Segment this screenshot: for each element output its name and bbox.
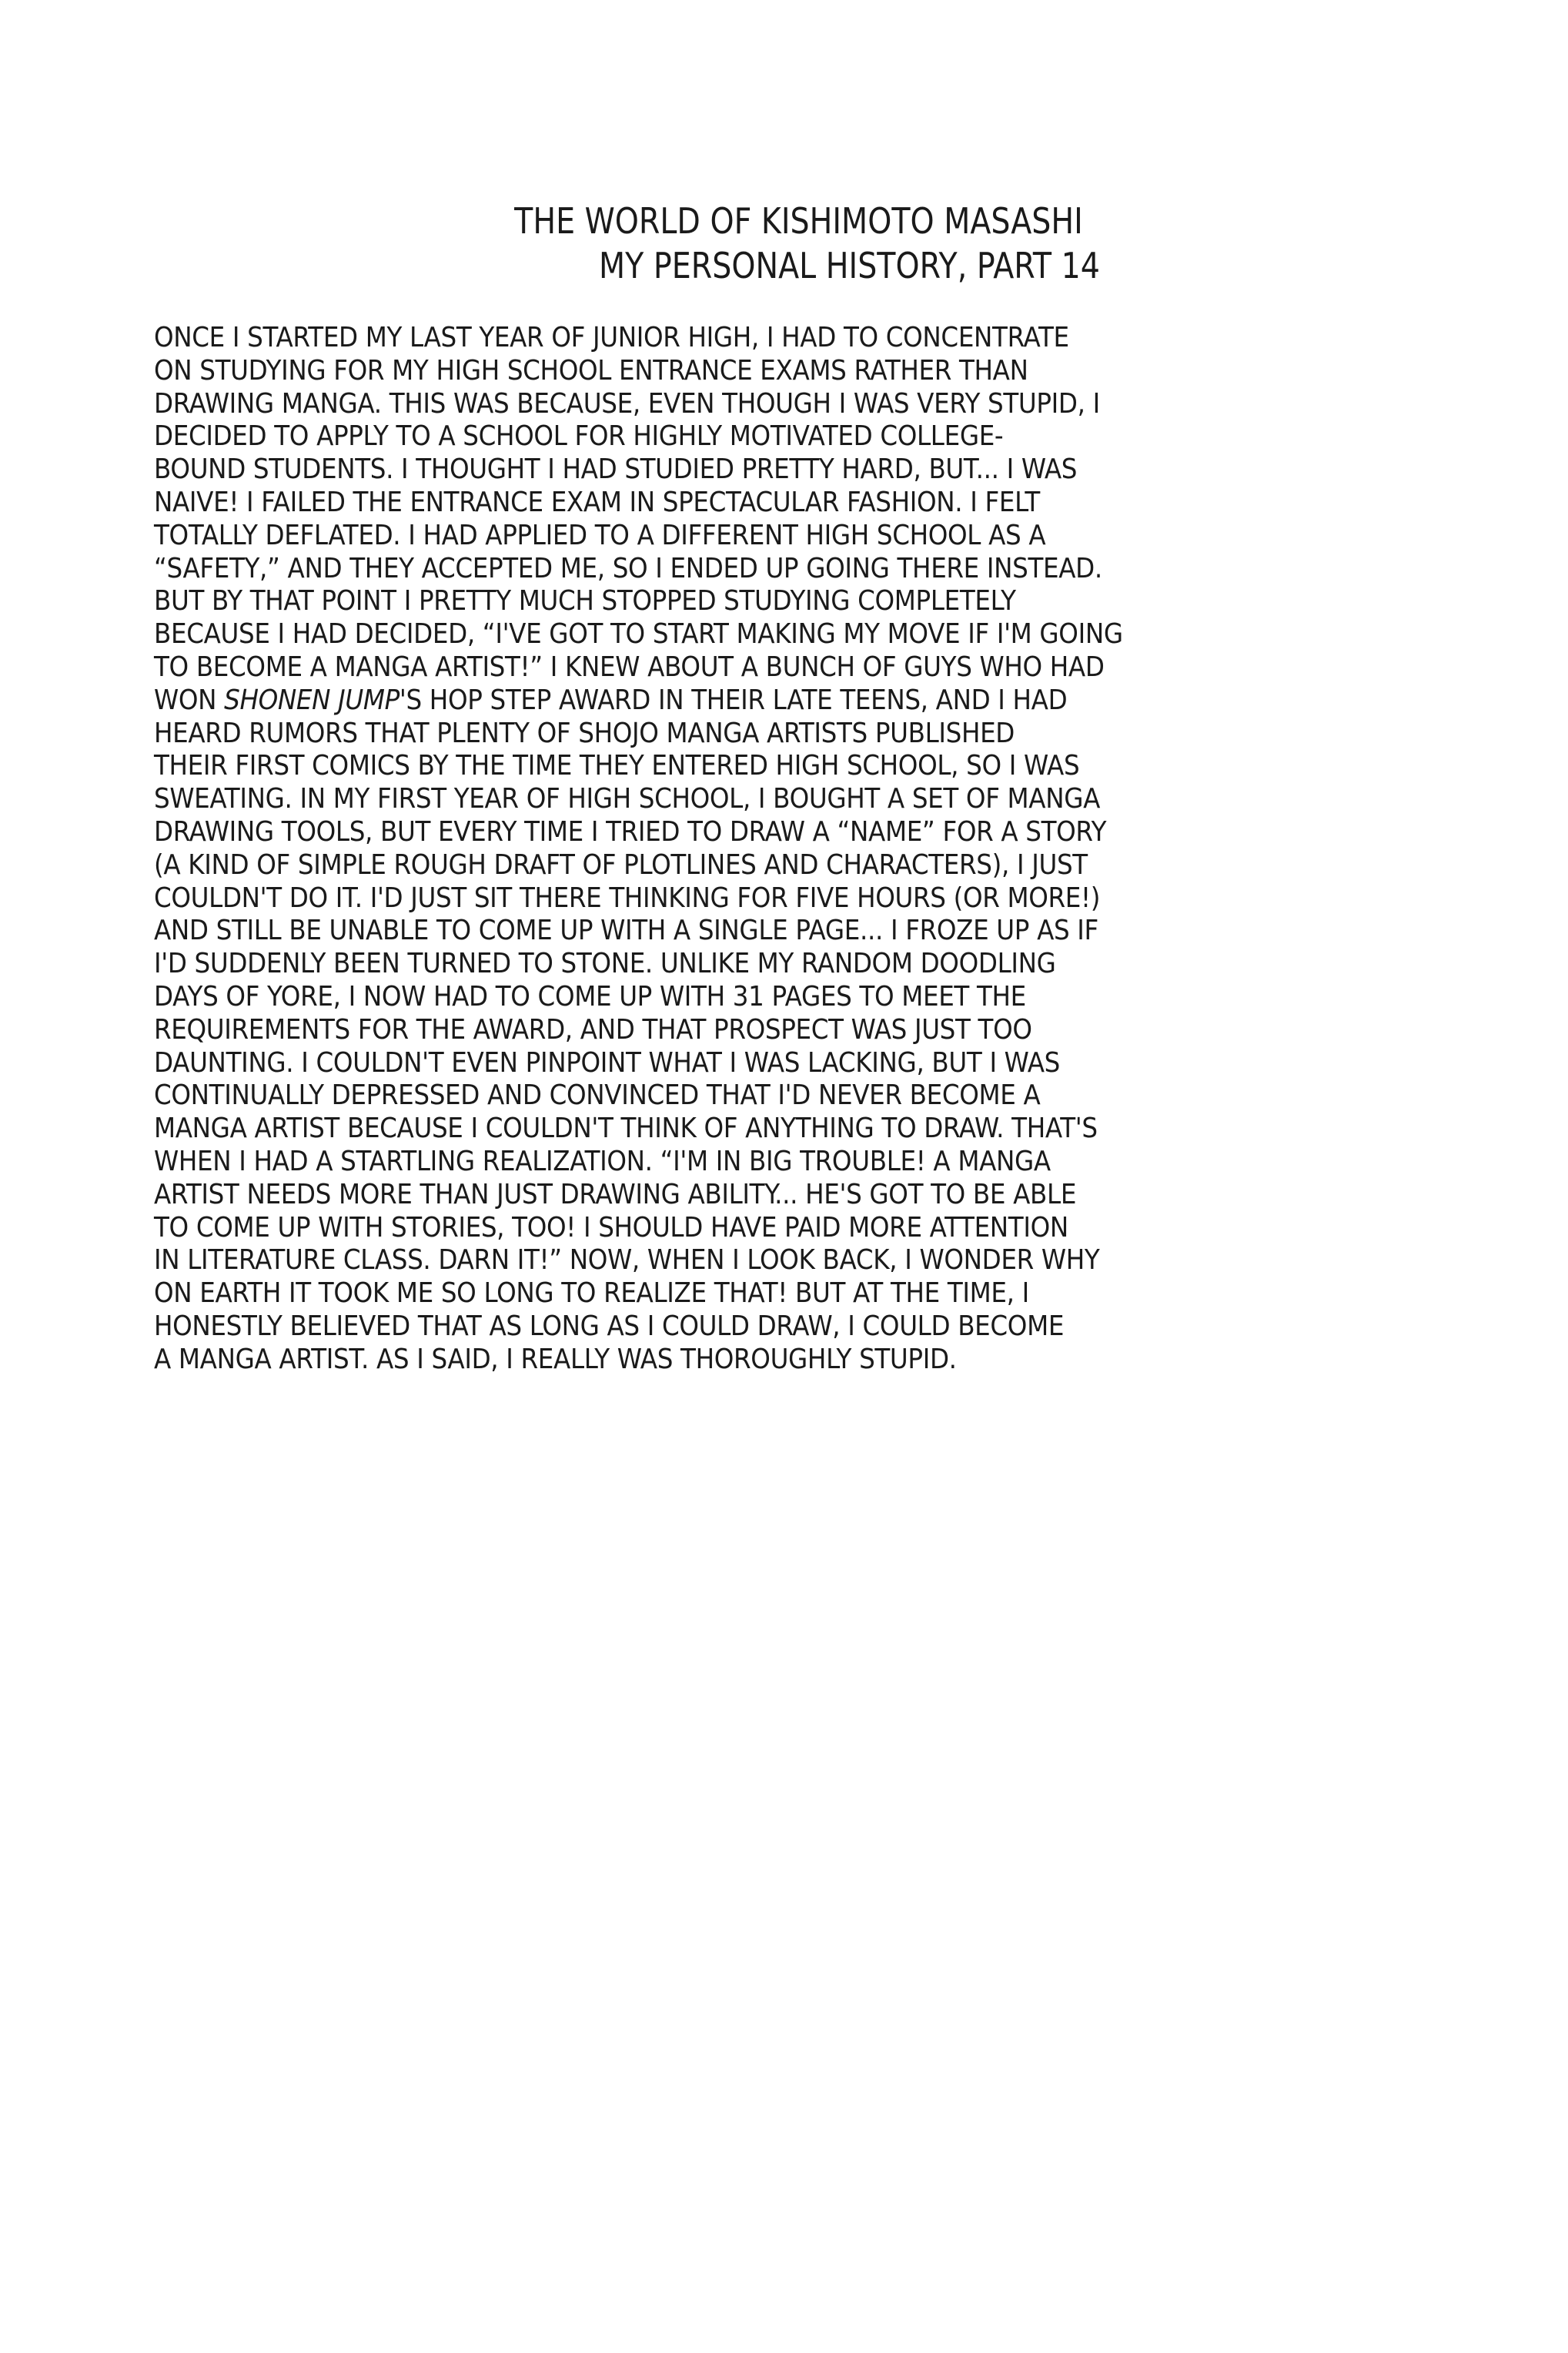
body-line: BUT BY THAT POINT I PRETTY MUCH STOPPED STUDYING COMPLETELY [154,585,1016,618]
magazine-title: SHONEN JUMP [224,684,400,716]
body-line [154,684,1310,718]
body-line: (A KIND OF SIMPLE ROUGH DRAFT OF PLOTLINES AND CHARACTERS), I JUST [154,848,1088,881]
body-line: HEARD RUMORS THAT PLENTY OF SHOJO MANGA ARTISTS PUBLISHED [154,717,1015,749]
body-line: AND STILL BE UNABLE TO COME UP WITH A SINGLE PAGE... I FROZE UP AS IF [154,915,1098,947]
body-line: BECAUSE I HAD DECIDED, “I'VE GOT TO START MAKING MY MOVE IF I'M GOING [154,618,1123,651]
body-line: ARTIST NEEDS MORE THAN JUST DRAWING ABILITY... HE'S GOT TO BE ABLE [154,1178,1077,1210]
title-line-1: THE WORLD OF KISHIMOTO MASASHI [514,200,1083,242]
body-line: REQUIREMENTS FOR THE AWARD, AND THAT PROSPECT WAS JUST TOO [154,1013,1032,1046]
body-line: SWEATING. IN MY FIRST YEAR OF HIGH SCHOOL, I BOUGHT A SET OF MANGA [154,783,1101,815]
body-line: CONTINUALLY DEPRESSED AND CONVINCED THAT I'D NEVER BECOME A [154,1079,1041,1112]
body-text [154,322,1432,1377]
body-line: TOTALLY DEFLATED. I HAD APPLIED TO A DIFFERENT HIGH SCHOOL AS A [154,519,1046,551]
body-line: WHEN I HAD A STARTLING REALIZATION. “I'M IN BIG TROUBLE! A MANGA [154,1145,1051,1177]
body-line-segment: WON [154,684,225,716]
body-line: I'D SUDDENLY BEEN TURNED TO STONE. UNLIKE MY RANDOM DOODLING [154,948,1056,980]
body-line: ONCE I STARTED MY LAST YEAR OF JUNIOR HIGH, I HAD TO CONCENTRATE [154,322,1069,353]
body-line: BOUND STUDENTS. I THOUGHT I HAD STUDIED PRETTY HARD, BUT... I WAS [154,454,1078,486]
body-line: HONESTLY BELIEVED THAT AS LONG AS I COULD DRAW, I COULD BECOME [154,1310,1065,1342]
body-line: DAUNTING. I COULDN'T EVEN PINPOINT WHAT I WAS LACKING, BUT I WAS [154,1046,1060,1079]
body-line: COULDN'T DO IT. I'D JUST SIT THERE THINKING FOR FIVE HOURS (OR MORE!) [154,882,1101,914]
body-line: MANGA ARTIST BECAUSE I COULDN'T THINK OF ANYTHING TO DRAW. THAT'S [154,1113,1098,1145]
body-line: IN LITERATURE CLASS. DARN IT!” NOW, WHEN I LOOK BACK, I WONDER WHY [154,1244,1100,1277]
body-line: “SAFETY,” AND THEY ACCEPTED ME, SO I ENDED UP GOING THERE INSTEAD. [154,552,1102,584]
body-line: DECIDED TO APPLY TO A SCHOOL FOR HIGHLY MOTIVATED COLLEGE- [154,420,1004,453]
body-line: NAIVE! I FAILED THE ENTRANCE EXAM IN SPECTACULAR FASHION. I FELT [154,486,1040,518]
body-line: THEIR FIRST COMICS BY THE TIME THEY ENTERED HIGH SCHOOL, SO I WAS [154,750,1080,782]
title-line-2: MY PERSONAL HISTORY, PART 14 [599,245,1100,286]
page-title [0,199,1568,288]
body-line: A MANGA ARTIST. AS I SAID, I REALLY WAS THOROUGHLY STUPID. [154,1343,957,1375]
body-line: DRAWING MANGA. THIS WAS BECAUSE, EVEN THOUGH I WAS VERY STUPID, I [154,387,1100,420]
body-line: TO BECOME A MANGA ARTIST!” I KNEW ABOUT A BUNCH OF GUYS WHO HAD [154,651,1105,683]
body-line: TO COME UP WITH STORIES, TOO! I SHOULD HAVE PAID MORE ATTENTION [154,1211,1068,1243]
body-line: DAYS OF YORE, I NOW HAD TO COME UP WITH 31 PAGES TO MEET THE [154,980,1026,1012]
body-line: ON EARTH IT TOOK ME SO LONG TO REALIZE THAT! BUT AT THE TIME, I [154,1277,1029,1310]
body-line: ON STUDYING FOR MY HIGH SCHOOL ENTRANCE EXAMS RATHER THAN [154,354,1028,387]
body-line-segment: 'S HOP STEP AWARD IN THEIR LATE TEENS, AND I HAD [399,684,1068,716]
body-line: DRAWING TOOLS, BUT EVERY TIME I TRIED TO DRAW A “NAME” FOR A STORY [154,815,1107,848]
